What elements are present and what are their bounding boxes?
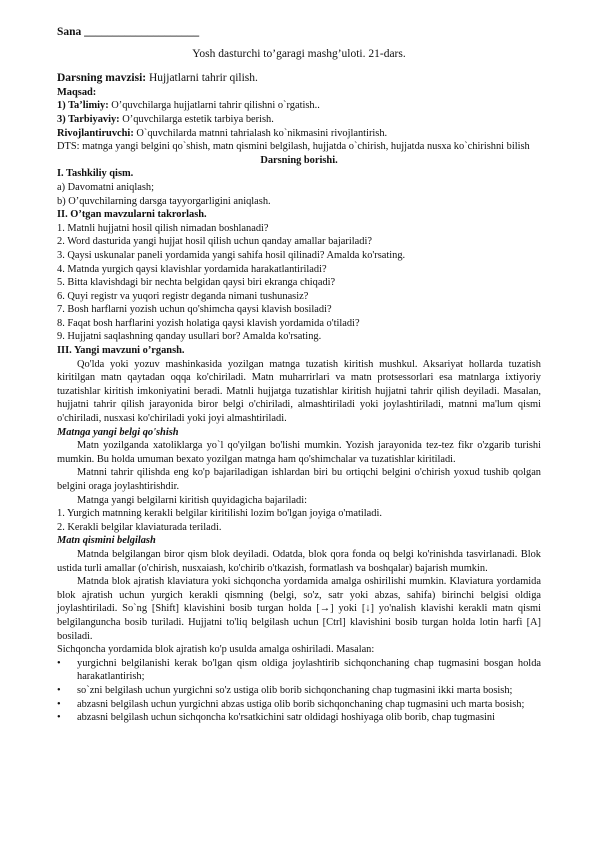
bullet-dot: •: [57, 712, 61, 724]
goal-educational-label: 1) Ta’limiy:: [57, 100, 109, 112]
course-heading: Darsning borishi.: [260, 154, 338, 166]
bullet-item: [57, 657, 541, 684]
step-item: 1. Yurgich matnning kerakli belgilar kiritilishi lozim bo'lgan joyiga o'matiladi.: [57, 508, 382, 520]
goals-heading: Maqsad:: [57, 86, 97, 98]
paragraph-keyboard-select: Matnda blok ajratish klaviatura yoki sichqoncha yordamida amalga oshirilishi mumkin. Klaviatura yordamida blok ajratish uchun yurgich kerakli qismning (belgi, so'z, satr yoki abzas, sahifa) birinchi belgisi oldiga joylashtiriladi. So`ng [Shift] klavishini bosib turgan holda [→] yoki [↓] yo'nalish klavishi kerakli matn qismi belgilanguncha bosib turiladi. Hujjatni to'liq belgilash uchun [Ctrl] klavishini bosib turgan holda lotin harfi [A] bosiladi.: [57, 576, 541, 642]
subheading-select-text: Matn qismini belgilash: [57, 535, 156, 547]
paragraph-steps-intro: Matnga yangi belgilarni kiritish quyidagicha bajariladi:: [77, 494, 307, 506]
topic-line: [57, 72, 541, 86]
lesson-title: Yosh dasturchi to’garagi mashg’uloti. 21-dars.: [192, 47, 406, 60]
goal-upbringing-label: 3) Tarbiyaviy:: [57, 113, 120, 125]
bullet-dot: •: [57, 698, 61, 710]
goal-developing-label: Rivojlantiruvchi:: [57, 127, 134, 139]
question-item: 8. Faqat bosh harflarini yozish holatiga qaysi klavish yordamida o'tiladi?: [57, 317, 360, 329]
goal-upbringing: [57, 113, 541, 127]
paragraph-editing-intro: Qo'lda yoki yozuv mashinkasida yozilgan matnga tuzatish kiritish mushkul. Aksariyat hollarda tuzatish kiritilgan matn qaytadan oqqa ko'chiriladi. Matn muharrirlari va matn protsessorlari esa matnlarga ixtiyoriy tuzatishlar kiritish imkoniyatini beradi. Matnli hujjatga tuzatishlar kiritish hujjatni tahrir qilish deyiladi. Masalan, hujjatni tahrir qilish jarayonida biror belgi o'chiriladi, almashtiriladi yoki joylashtiriladi, matnni ma'lum qismi o'chiriladi, nusxasi ko'chiriladi yoki joyi almashtiriladi.: [57, 358, 541, 425]
bullet-item: [57, 711, 541, 725]
question-item: 5. Bitta klavishdagi bir nechta belgidan qaysi biri ekranga chiqadi?: [57, 277, 336, 289]
topic-label: Darsning mavzisi:: [57, 72, 147, 85]
document-page: [57, 26, 541, 725]
question-item: 2. Word dasturida yangi hujjat hosil qilish uchun qanday amallar bajariladi?: [57, 236, 372, 248]
step-item: 2. Kerakli belgilar klaviaturada teriladi.: [57, 521, 222, 533]
section-1-heading: I. Tashkiliy qism.: [57, 168, 134, 180]
goal-educational: [57, 99, 541, 113]
goal-developing-text: O`quvchilarda matnni tahrialash ko`nikmasini rivojlantirish.: [133, 127, 388, 139]
question-item: 7. Bosh harflarni yozish uchun qo'shimcha qaysi klavish bosiladi?: [57, 304, 332, 316]
topic-value: Hujjatlarni tahrir qilish.: [146, 72, 258, 85]
subheading-add-character: Matnga yangi belgi qo'shish: [57, 426, 179, 438]
bullet-text: yurgichni belgilanishi kerak bo'lgan qism oldiga joylashtirib sichqonchaning chap tugmasini bosgan holda harakatlantirish;: [77, 657, 541, 683]
section-1-item: b) O’quvchilarning darsga tayyorgarligini aniqlash.: [57, 195, 271, 207]
bullet-dot: •: [57, 657, 61, 669]
paragraph-errors: Matn yozilganda xatoliklarga yo`l qo'yilgan bo'lishi mumkin. Yozish jarayonida tez-tez fikr o'zgarib turishi mumkin. Bu holda umuman bexato yozilgan matnga ham qo'shimchalar va tuzatishlar kiritiladi.: [57, 440, 541, 465]
section-2-heading: II. O’tgan mavzularni takrorlash.: [57, 209, 207, 221]
paragraph-mouse-select: Sichqoncha yordamida blok ajratish ko'p usulda amalga oshiriladi. Masalan:: [57, 644, 375, 656]
date-line: Sana ____________________: [57, 26, 200, 38]
bullet-text: abzasni belgilash uchun yurgichni abzas ustiga olib borib sichqonchaning chap tugmasini uch marta bosish;: [77, 698, 525, 710]
bullet-item: [57, 684, 541, 698]
question-item: 6. Quyi registr va yuqori registr deganda nimani tushunasiz?: [57, 290, 309, 302]
question-item: 3. Qaysi uskunalar paneli yordamida yangi sahifa hosil qilinadi? Amalda ko'rsating.: [57, 249, 406, 261]
paragraph-block: Matnda belgilangan biror qism blok deyiladi. Odatda, blok qora fonda oq belgi ko'rinishda tasvirlanadi. Blok ustida turli amallar (o'chirish, nusxaiash, ko'chirib o'tkazish, formatlash va boshqalar) bajarish mumkin.: [57, 548, 541, 574]
dts-paragraph: DTS: matnga yangi belgini qo`shish, matn qismini belgilash, hujjatda o`chirish, hujjatda nusxa ko`chirishni bilish: [57, 141, 530, 153]
bullet-text: abzasni belgilash uchun sichqoncha ko'rsatkichini satr oldidagi hoshiyaga olib borib, chap tugmasini: [77, 712, 495, 724]
question-item: 9. Hujjatni saqlashning qanday usullari bor? Amalda ko'rsating.: [57, 331, 322, 343]
question-item: 1. Matnli hujjatni hosil qilish nimadan boshlanadi?: [57, 222, 269, 234]
goal-developing: [57, 127, 541, 141]
bullet-item: [57, 698, 541, 712]
section-1-item: a) Davomatni aniqlash;: [57, 181, 154, 193]
bullet-dot: •: [57, 684, 61, 696]
section-3-heading: III. Yangi mavzuni o’rgansh.: [57, 345, 185, 357]
paragraph-delete-insert: Matnni tahrir qilishda eng ko'p bajariladigan ishlardan biri bu ortiqchi belgini o'chirish yoxud tushib qolgan belgini oraga joylashtirishdir.: [57, 467, 541, 492]
question-item: 4. Matnda yurgich qaysi klavishlar yordamida harakatlantiriladi?: [57, 263, 327, 275]
bullet-text: so`zni belgilash uchun yurgichni so'z ustiga olib borib sichqonchaning chap tugmasini ikki marta bosish;: [77, 684, 513, 696]
goal-upbringing-text: O’quvchilarga estetik tarbiya berish.: [119, 113, 274, 125]
goal-educational-text: O’quvchilarga hujjatlarni tahrir qilishni o`rgatish..: [108, 100, 320, 112]
